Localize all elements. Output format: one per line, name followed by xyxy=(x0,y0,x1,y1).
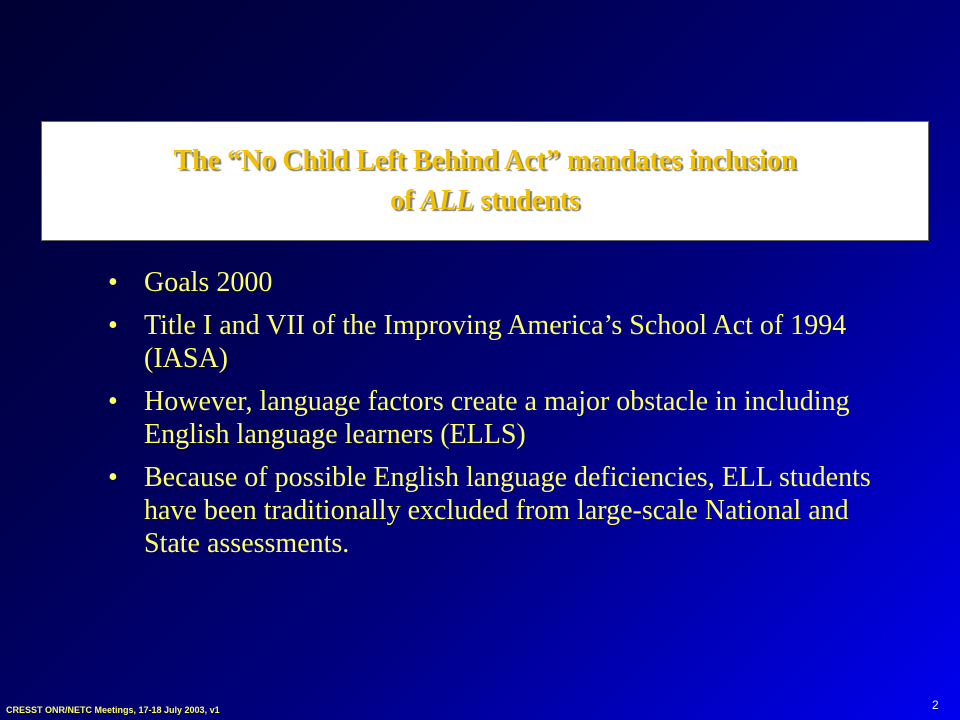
bullet-item xyxy=(108,461,908,560)
title-emphasis: ALL xyxy=(420,185,474,216)
title-prefix: of xyxy=(390,185,421,216)
slide-title-box xyxy=(41,121,929,241)
bullet-item xyxy=(108,385,908,451)
bullet-icon: • xyxy=(108,462,118,493)
bullet-text: Goals 2000 xyxy=(144,267,273,298)
footer-source: CRESST ONR/NETC Meetings, 17-18 July 2003, v1 xyxy=(6,705,220,715)
bullet-list xyxy=(108,266,908,570)
bullet-item xyxy=(108,309,908,375)
bullet-item xyxy=(108,266,908,299)
bullet-icon: • xyxy=(108,386,118,417)
title-suffix: students xyxy=(473,185,580,216)
slide-title-line-2 xyxy=(390,181,580,221)
bullet-text: However, language factors create a major obstacle in including English language learners (ELLS) xyxy=(144,386,850,450)
bullet-icon: • xyxy=(108,310,118,341)
bullet-text: Title I and VII of the Improving America’s School Act of 1994 (IASA) xyxy=(144,310,847,374)
page-number: 2 xyxy=(932,698,939,712)
bullet-text: Because of possible English language deficiencies, ELL students have been traditionally excluded from large-scale National and State assessments. xyxy=(144,462,871,559)
slide-title-line-1: The “No Child Left Behind Act” mandates inclusion xyxy=(173,145,797,176)
bullet-icon: • xyxy=(108,267,118,298)
